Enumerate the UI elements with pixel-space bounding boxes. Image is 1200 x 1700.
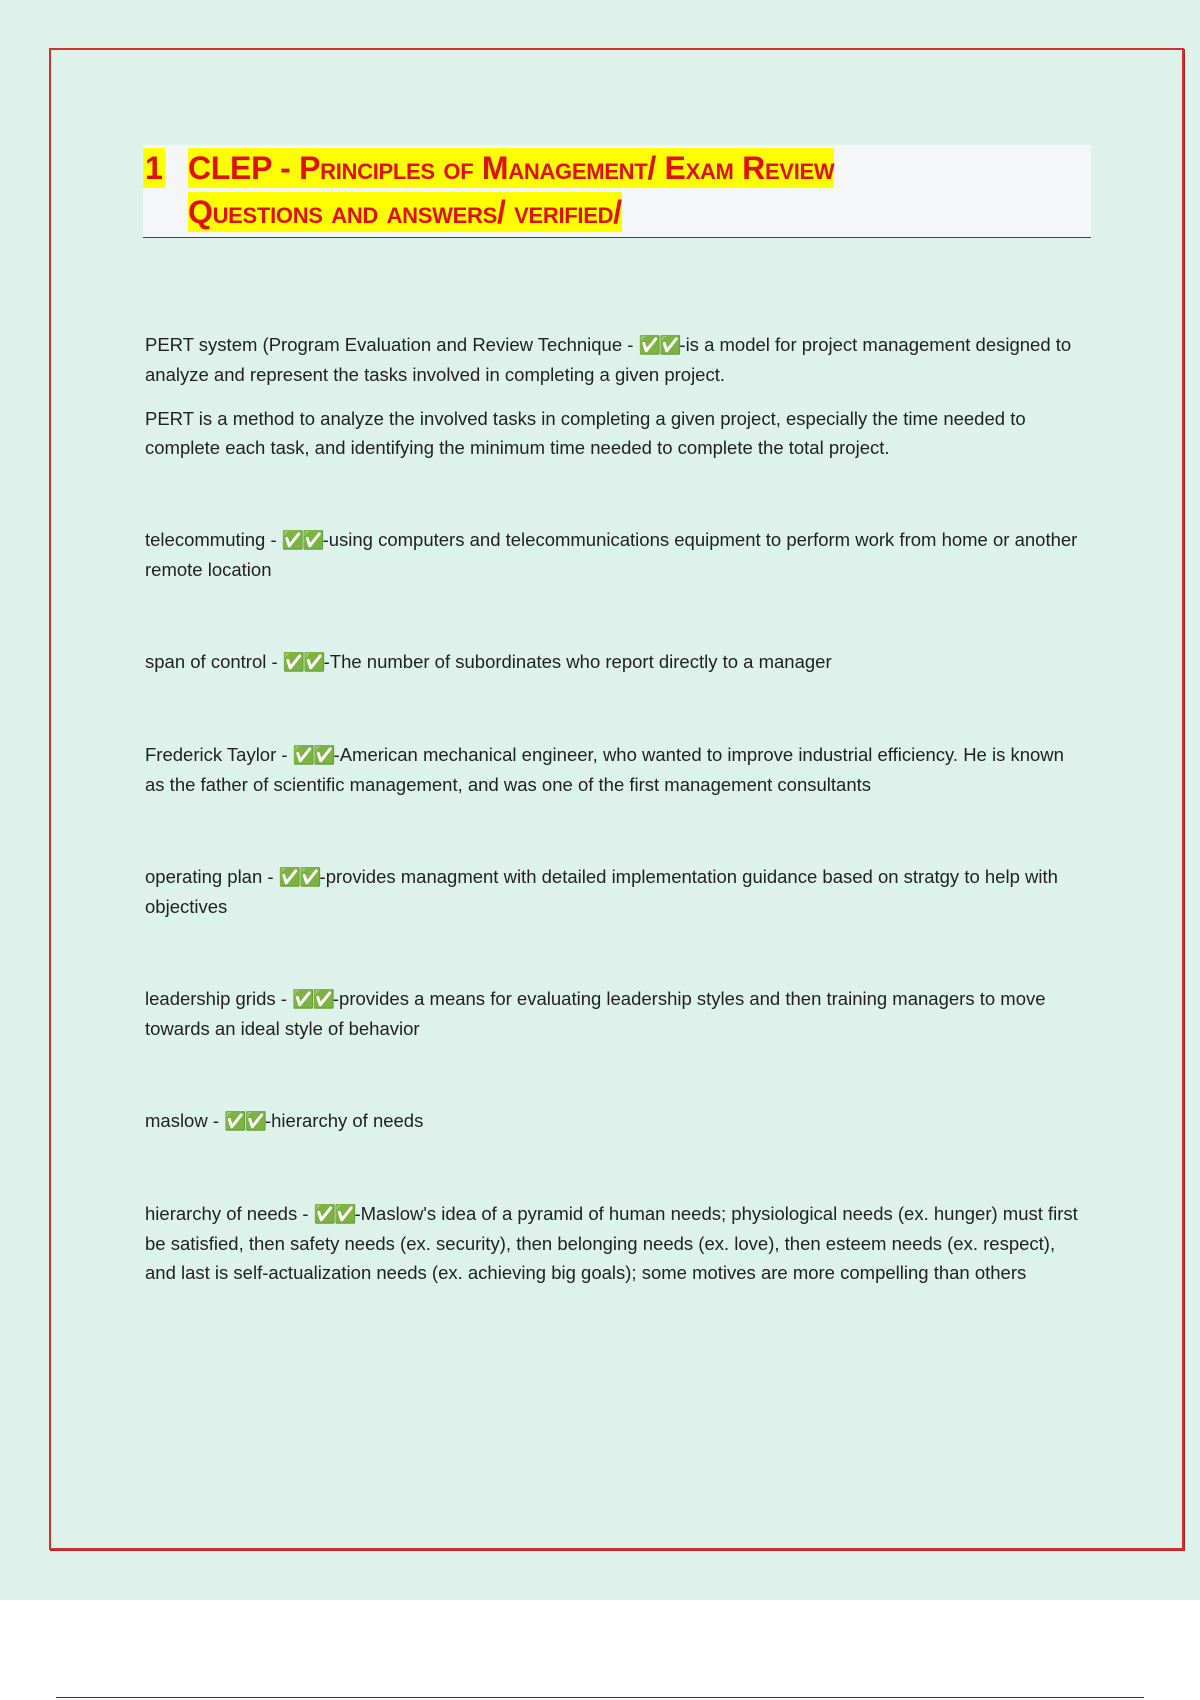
qa-entry (145, 330, 1085, 389)
entry-term: maslow - (145, 1110, 225, 1131)
check-icon: ✅✅ (313, 1204, 355, 1224)
qa-entry (145, 1199, 1085, 1287)
check-icon: ✅✅ (638, 335, 680, 355)
entry-definition: -The number of subordinates who report directly to a manager (323, 651, 832, 672)
entry-definition: -using computers and telecommunications equipment to perform work from home or another remote location (145, 529, 1078, 580)
title-line-1: CLEP - Principles of Management/ Exam Review (188, 150, 835, 186)
entry-definition: -American mechanical engineer, who wanted to improve industrial efficiency. He is known as the father of scientific management, and was one of the first management consultants (145, 744, 1064, 795)
entry-definition: PERT is a method to analyze the involved tasks in completing a given project, especially the time needed to complete each task, and identifying the minimum time needed to complete the total project. (145, 408, 1026, 458)
entry-definition: -is a model for project management designed to analyze and represent the tasks involved in completing a given project. (145, 334, 1072, 385)
entry-definition: -provides a means for evaluating leadership styles and then training managers to move towards an ideal style of behavior (145, 988, 1046, 1039)
check-icon: ✅✅ (292, 989, 333, 1009)
check-icon: ✅✅ (281, 530, 323, 550)
qa-entry (145, 1106, 1085, 1136)
entry-term: leadership grids - (145, 988, 293, 1009)
entry-definition: -provides managment with detailed implementation guidance based on stratgy to help with objectives (145, 866, 1058, 917)
check-icon: ✅✅ (278, 867, 320, 887)
qa-entry (145, 984, 1085, 1043)
check-icon: ✅✅ (224, 1111, 265, 1131)
title-block (143, 145, 1091, 238)
entry-definition: -Maslow's idea of a pyramid of human needs; physiological needs (ex. hunger) must first be satisfied, then safety needs (ex. security), then belonging needs (ex. love), then esteem needs (ex. respect), and last is self-actualization needs (ex. achieving big goals); some motives are more compelling than others (145, 1203, 1078, 1283)
qa-entry (145, 740, 1085, 799)
entry-definition: -hierarchy of needs (264, 1110, 424, 1131)
qa-entry (145, 862, 1085, 921)
qa-list (145, 330, 1085, 1287)
qa-entry (145, 525, 1085, 584)
entry-term: PERT system (Program Evaluation and Review Technique - (145, 334, 639, 355)
check-icon: ✅✅ (282, 652, 324, 672)
footer-divider (56, 1697, 1144, 1698)
qa-entry (145, 404, 1085, 462)
entry-term: Frederick Taylor - (145, 744, 293, 765)
qa-entry (145, 647, 1085, 677)
entry-term: telecommuting - (145, 529, 282, 550)
section-number: 1 (145, 150, 163, 186)
entry-term: operating plan - (145, 866, 279, 887)
entry-term: span of control - (145, 651, 283, 672)
entry-term: hierarchy of needs - (145, 1203, 314, 1224)
check-icon: ✅✅ (292, 745, 334, 765)
title-line-2: Questions and answers/ verified/ (188, 194, 622, 230)
